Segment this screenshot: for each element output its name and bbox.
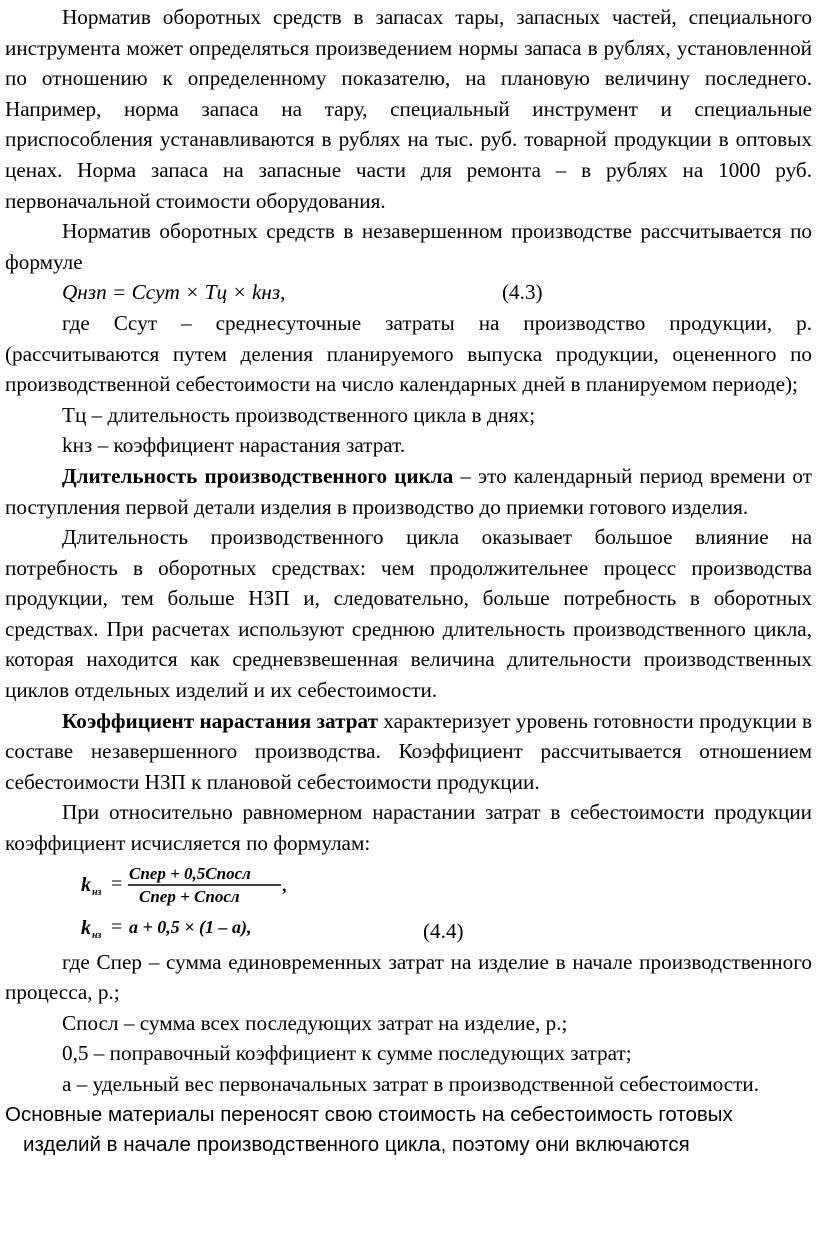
formula2-k-subscript: нз <box>92 929 102 941</box>
paragraph-materials-line1: Основные материалы переносят свою стоимость на себестоимость готовых <box>5 1102 733 1126</box>
paragraph-wip-norm: Норматив оборотных средств в незавершенном производстве рассчитывается по формуле <box>5 219 812 274</box>
cycle-duration-definition: – это календарный период времени от поступления первой детали изделия в производство до приемки готового изделия. <box>5 463 812 519</box>
term-cost-growth-coefficient: Коэффициент нарастания затрат <box>62 708 378 733</box>
formula-numerator: Спер + 0,5Спосл <box>129 864 251 883</box>
formula2-equals: = <box>111 915 123 938</box>
paragraph-cper-definition: где Спер – сумма единовременных затрат на изделие в начале производственного процесса, р.; <box>5 949 812 1005</box>
paragraph-materials-line2: изделий в начале производственного цикла, поэтому они включаются <box>23 1133 690 1157</box>
formula-4-3 <box>5 277 812 308</box>
formula-4-4-graphic <box>81 865 341 947</box>
paragraph-uniform-growth: При относительно равномерном нарастании затрат в себестоимости продукции коэффициент исчисляется по формулам: <box>5 800 812 856</box>
formula-k-symbol: k <box>81 873 91 896</box>
paragraph-a-definition: а – удельный вес первоначальных затрат в производственной себестоимости. <box>62 1072 760 1096</box>
formula-k-subscript: нз <box>92 886 102 898</box>
cost-growth-definition: характеризует уровень готовности продукции в составе незавершенного производства. Коэффициент рассчитывается отношением себестоимости НЗП к плановой себестоимости продукции. <box>5 708 812 794</box>
paragraph-cycle-influence: Длительность производственного цикла оказывает большое влияние на потребность в оборотных средствах: чем продолжительнее процесс производства продукции, тем больше НЗП и, следовательно, больше потребность в оборотных средствах. При расчетах используют среднюю длительность производственного цикла, которая находится как средневзвешенная величина длительности производственных циклов отдельных изделий и их себестоимости. <box>5 525 812 703</box>
paragraph-tc-definition: Тц – длительность производственного цикла в днях; <box>62 402 536 427</box>
formula2-k-symbol: k <box>81 916 91 939</box>
formula-denominator: Спер + Спосл <box>139 886 240 906</box>
paragraph-cost-growth <box>5 706 812 798</box>
formula2-expression: a + 0,5 × (1 – a), <box>129 916 252 937</box>
formula-equals: = <box>111 872 123 895</box>
formula-4-3-number: (4.3) <box>502 280 543 305</box>
paragraph-knz-definition: kнз – коэффициент нарастания затрат. <box>62 433 406 458</box>
formula-4-3-expression: Qнзп = Ccут × Tц × kнз, <box>62 280 286 305</box>
paragraph-correction-coefficient: 0,5 – поправочный коэффициент к сумме последующих затрат; <box>62 1041 632 1066</box>
formula-4-4 <box>5 859 812 947</box>
paragraph-cycle-duration <box>5 461 812 522</box>
paragraph-cposl-definition: Спосл – сумма всех последующих затрат на изделие, р.; <box>62 1010 568 1035</box>
formula-comma: , <box>282 874 287 895</box>
paragraph-inventory-norm: Норматив оборотных средств в запасах тары, запасных частей, специального инструмента может определяться произведением нормы запаса в рублях, установленной по отношению к определенному показателю, на плановую величину последнего. Например, норма запаса на тару, специальный инструмент и специальные приспособления устанавливаются в рублях на тыс. руб. товарной продукции в оптовых ценах. Норма запаса на запасные части для ремонта – в рублях на 1000 руб. первоначальной стоимости оборудования. <box>5 5 812 213</box>
formula-4-4-number: (4.4) <box>423 918 464 943</box>
term-cycle-duration: Длительность производственного цикла <box>62 463 454 488</box>
paragraph-ccut-definition: где Ccут – среднесуточные затраты на производство продукции, р. (рассчитываются путем деления планируемого выпуска продукции, оцененного по производственной себестоимости на число календарных дней в планируемом периоде); <box>5 310 812 397</box>
